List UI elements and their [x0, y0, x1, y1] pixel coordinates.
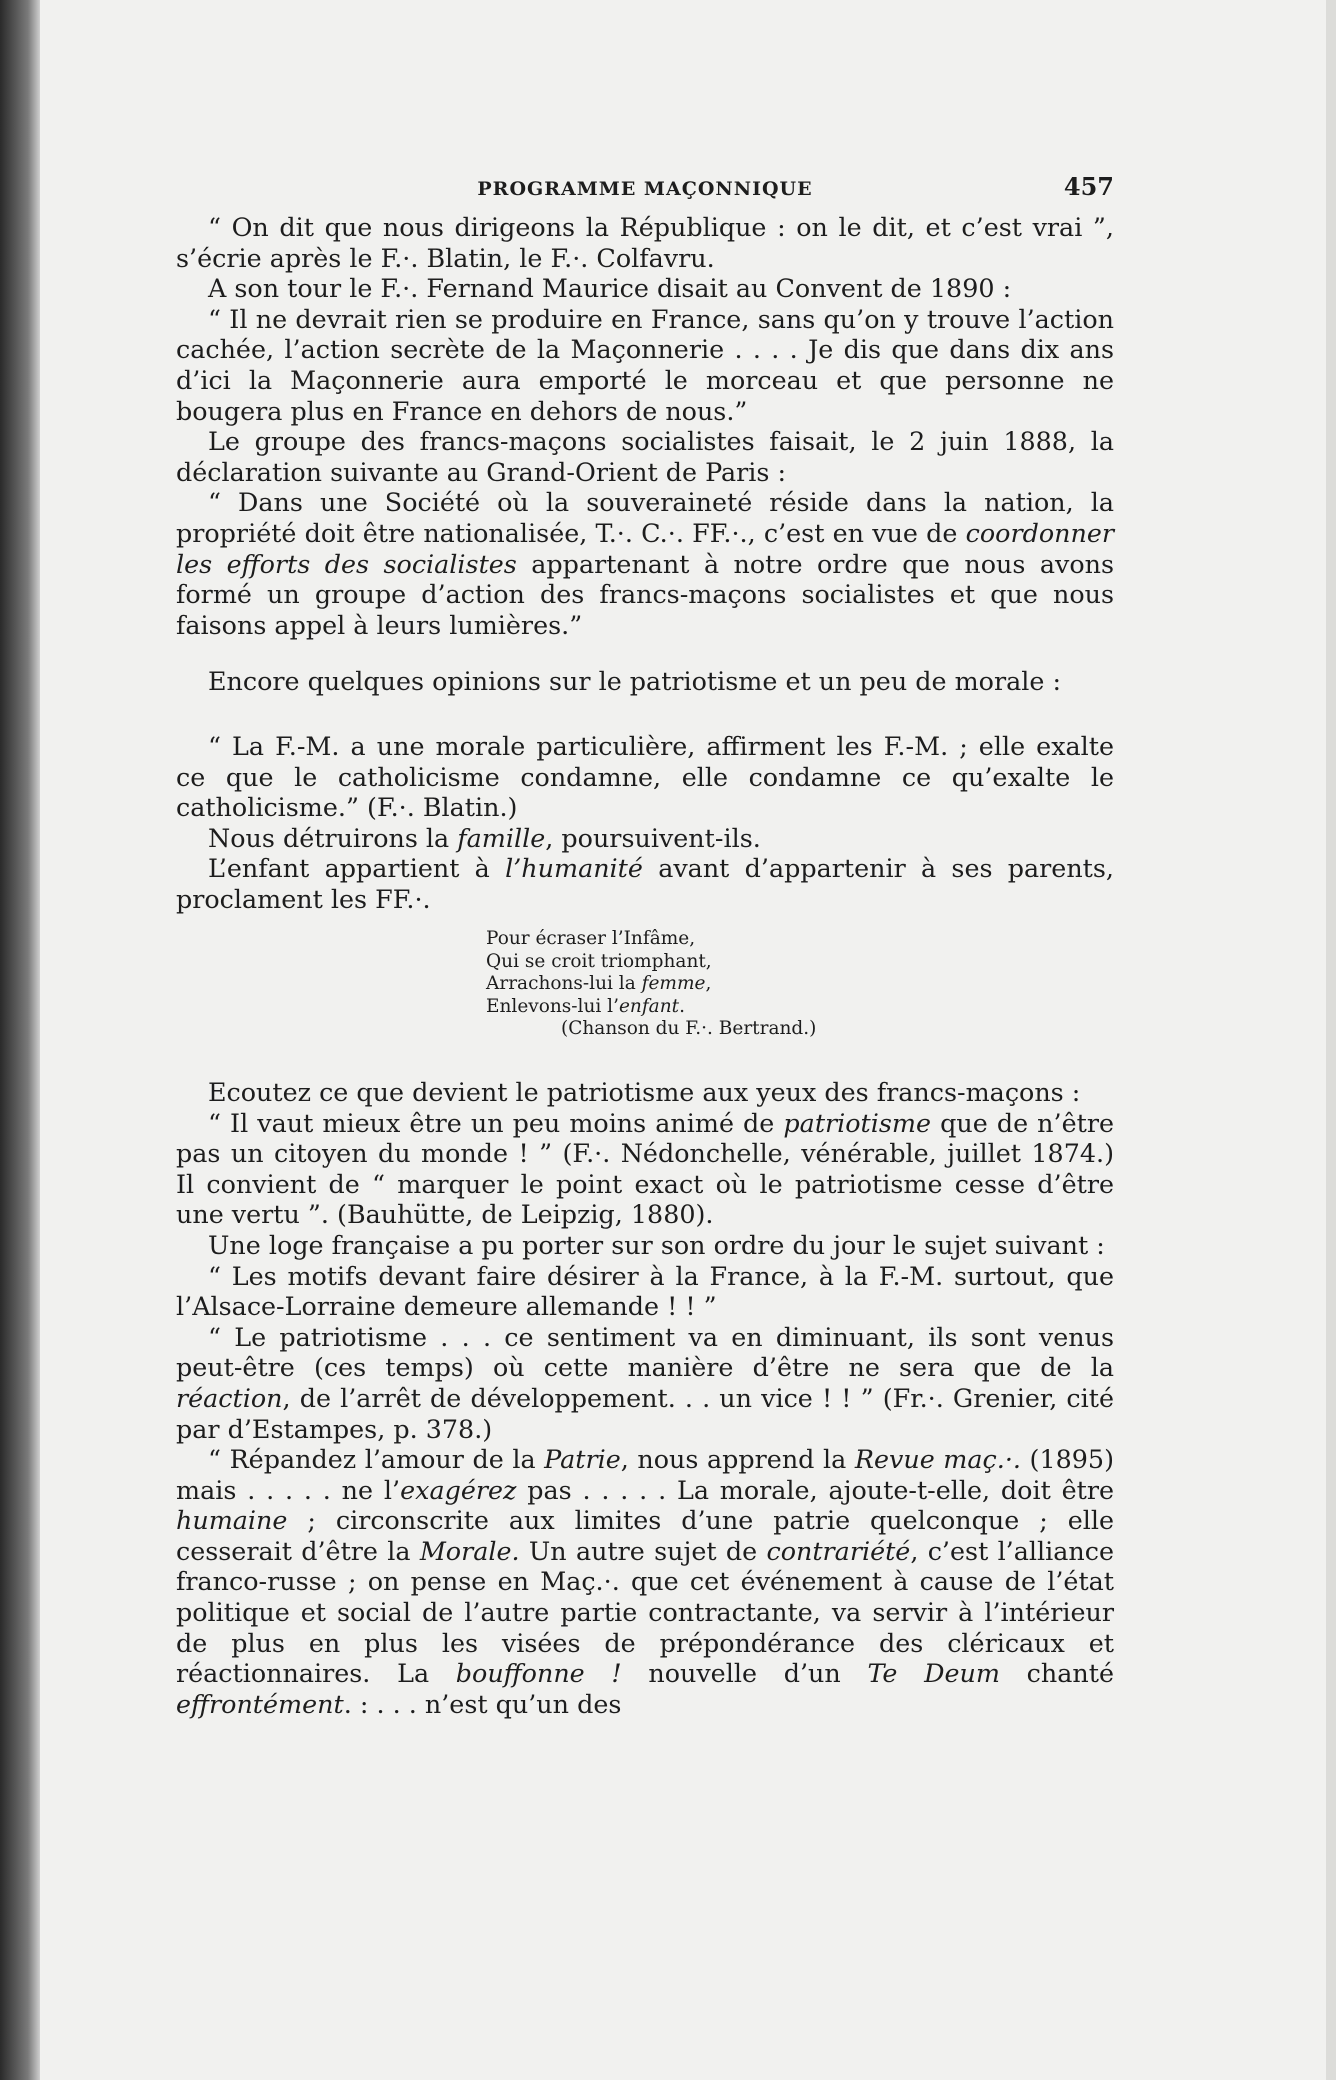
paragraph	[176, 1444, 1114, 1719]
text-run: “ Il vaut mieux être un peu moins animé de	[208, 1107, 784, 1138]
italic-run: femme	[641, 973, 706, 995]
verse-line: Pour écraser l’Infâme,	[486, 928, 696, 950]
text-run: avant d’appartenir à ses parents, proclament les FF.·.	[176, 853, 1114, 914]
text-run: (1895) mais . . . . . ne l’	[176, 1444, 1114, 1505]
italic-run: l’humanité	[505, 853, 643, 884]
running-title: PROGRAMME MAÇONNIQUE	[477, 178, 813, 200]
verse-attribution: (Chanson du F.·. Bertrand.)	[561, 1018, 817, 1040]
italic-run: enfant	[618, 995, 680, 1017]
spacer	[176, 697, 1114, 731]
text-run: , poursuivent-ils.	[545, 822, 761, 853]
paragraph	[176, 487, 1114, 640]
text-run: chanté	[999, 1658, 1114, 1689]
italic-run: Te Deum	[867, 1658, 1000, 1689]
italic-run: bouffonne !	[455, 1658, 622, 1689]
paragraph: Ecoutez ce que devient le patriotisme aux yeux des francs-maçons :	[208, 1076, 1081, 1107]
verse-line: Qui se croit triomphant,	[486, 950, 712, 972]
verse-line: Enlevons-lui l’enfant.	[486, 995, 685, 1017]
italic-run: patriotisme	[783, 1107, 932, 1138]
text-run: Un autre sujet de	[519, 1535, 767, 1566]
italic-run: Morale.	[419, 1535, 520, 1566]
paragraph: “ Il ne devrait rien se produire en France, sans qu’on y trouve l’action cachée, l’action secrète de la Maçonnerie . . . . Je dis que dans dix ans d’ici la Maçonnerie aura emporté le morceau et que personne ne bougera plus en France en dehors de nous.”	[176, 303, 1114, 426]
text-run: , c’est l’alliance franco-russe ; on pense en Maç.·. que cet événement à cause de l’état politique et social de l’autre partie contractante, va servir à l’intérieur de plus en plus les visées de prépondérance des cléricaux et réactionnaires. La	[176, 1535, 1114, 1689]
text-run: nouvelle d’un	[621, 1658, 868, 1689]
italic-run: Patrie	[544, 1444, 621, 1475]
text-run: , de l’arrêt de développement. . . un vice ! ! ” (Fr.·. Grenier, cité par d’Estampes, p. 378.)	[176, 1382, 1114, 1444]
paragraph: “ Les motifs devant faire désirer à la France, à la F.-M. surtout, que l’Alsace-Lorraine demeure allemande ! ! ”	[176, 1260, 1114, 1322]
page-content	[176, 168, 1114, 1719]
italic-run: réaction	[176, 1382, 283, 1413]
text-run: . : . . . n’est qu’un des	[343, 1688, 622, 1719]
paragraph: “ On dit que nous dirigeons la République : on le dit, et c’est vrai ”, s’écrie après le F.·. Blatin, le F.·. Colfavru.	[176, 212, 1114, 273]
text-run: L’enfant appartient à	[208, 853, 506, 884]
text-run: ; circonscrite aux limites d’une patrie quelconque ; elle cesserait d’être la	[176, 1505, 1114, 1566]
book-spine-edge	[0, 0, 40, 2080]
paragraph	[176, 1322, 1114, 1444]
verse-quote	[486, 928, 1114, 1041]
text-run: “ Le patriotisme . . . ce sentiment va en diminuant, ils sont venus peut-être (ces temps) où cette manière d’être ne sera que de la	[176, 1321, 1114, 1383]
paragraph: Une loge française a pu porter sur son ordre du jour le sujet suivant :	[208, 1229, 1105, 1260]
spacer	[176, 1051, 1114, 1077]
spacer	[176, 640, 1114, 666]
text-run: “ Répandez l’amour de la	[208, 1444, 545, 1475]
text-run: “ Dans une Société où la souveraineté réside dans la nation, la propriété doit être nationalisée, T.·. C.·. FF.·., c’est en vue de	[176, 487, 1114, 548]
text-run: appartenant à notre ordre que nous avons formé un groupe d’action des francs-maçons socialistes et que nous faisons appel à leurs lumières.”	[176, 548, 1114, 640]
italic-run: exagérez	[400, 1474, 517, 1505]
italic-run: famille	[457, 822, 546, 853]
text-run: Arrachons-lui la	[486, 973, 642, 995]
text-run: que de n’être pas un citoyen du monde ! ” (F.·. Nédonchelle, vénérable, juillet 1874.) Il convient de “ marquer le point exact où le patriotisme cesse d’être une vertu ”. (Bauhütte, de Leipzig, 1880).	[176, 1107, 1114, 1230]
page-number: 457	[1063, 172, 1114, 201]
paragraph: Encore quelques opinions sur le patriotisme et un peu de morale :	[208, 666, 1062, 697]
page-header	[176, 168, 1114, 212]
verse-line: Arrachons-lui la femme,	[486, 973, 712, 995]
paragraph: A son tour le F.·. Fernand Maurice disait au Convent de 1890 :	[208, 273, 1012, 304]
text-run: Nous détruirons la	[208, 822, 458, 853]
page-edge	[1326, 0, 1336, 2080]
text-run: pas . . . . . La morale, ajoute-t-elle, doit être	[516, 1474, 1114, 1505]
italic-run: effrontément	[176, 1688, 344, 1719]
paragraph	[176, 853, 1114, 914]
text-run: Enlevons-lui l’	[486, 995, 619, 1017]
paragraph	[176, 823, 1114, 854]
paragraph: “ La F.-M. a une morale particulière, affirment les F.-M. ; elle exalte ce que le catholicisme condamne, elle condamne ce qu’exalte le catholicisme.” (F.·. Blatin.)	[176, 730, 1114, 823]
italic-run: humaine	[176, 1505, 288, 1536]
paragraph	[176, 1108, 1114, 1230]
italic-run: contrariété	[766, 1535, 911, 1566]
paragraph: Le groupe des francs-maçons socialistes faisait, le 2 juin 1888, la déclaration suivante au Grand-Orient de Paris :	[176, 426, 1114, 487]
italic-run: Revue maç.·.	[854, 1444, 1021, 1475]
text-run: , nous apprend la	[620, 1444, 855, 1475]
italic-run: coordonner les efforts des socialistes	[176, 517, 1114, 579]
